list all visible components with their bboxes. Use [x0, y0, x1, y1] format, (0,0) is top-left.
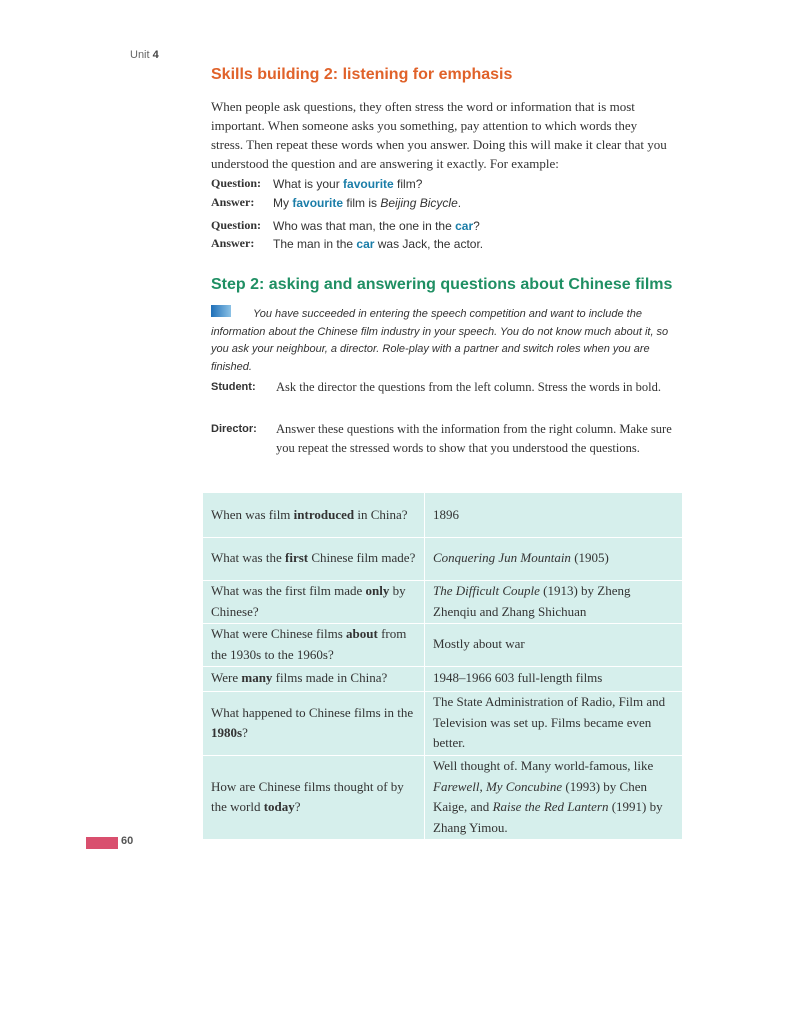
question-text: Who was that man, the one in the car? — [273, 219, 480, 233]
unit-number: 4 — [152, 49, 159, 61]
skills-paragraph: When people ask questions, they often stress the word or information that is most important. When someone asks you something, pay attention to which words they stress. Then repeat these words when you answer. Doing this will make it clear that you understood the question and are answering it exactly. For example: — [211, 99, 667, 171]
answer-cell: Conquering Jun Mountain (1905) — [425, 537, 683, 580]
answer-cell: 1896 — [425, 493, 683, 537]
director-label: Director: — [211, 423, 257, 435]
table-row — [203, 691, 682, 755]
unit-text: Unit — [130, 49, 150, 61]
answer-text: My favourite film is Beijing Bicycle. — [273, 196, 462, 210]
unit-label — [130, 49, 159, 61]
answer-cell: The Difficult Couple (1913) by Zheng Zhenqiu and Zhang Shichuan — [425, 580, 683, 623]
answer-cell: The State Administration of Radio, Film and Television was set up. Films became even better. — [425, 691, 683, 755]
answer-cell: Mostly about war — [425, 623, 683, 666]
film-facts-table — [203, 493, 682, 840]
question-label: Question: — [211, 176, 262, 190]
question-label: Question: — [211, 218, 262, 232]
student-instructions: Ask the director the questions from the left column. Stress the words in bold. — [276, 380, 662, 394]
student-label: Student: — [211, 381, 256, 393]
task-instructions: You have succeeded in entering the speech competition and want to include the information about the Chinese film industry in your speech. You do not know much about it, so you ask your neighbour, a director. Role-play with a partner and switch roles when you are finished. — [211, 308, 669, 373]
table-row — [203, 580, 682, 623]
question-cell: How are Chinese films thought of by the world today? — [203, 755, 425, 839]
answer-label: Answer: — [211, 236, 255, 250]
question-cell: Were many films made in China? — [203, 666, 425, 691]
answer-text: The man in the car was Jack, the actor. — [273, 237, 484, 251]
table-row — [203, 666, 682, 691]
answer-cell: Well thought of. Many world-famous, like Farewell, My Concubine (1993) by Chen Kaige, and Raise the Red Lantern (1991) by Zhang Yimou. — [425, 755, 683, 839]
page-number: 60 — [121, 835, 134, 847]
skills-heading: Skills building 2: listening for emphasis — [211, 66, 513, 83]
question-cell: When was film introduced in China? — [203, 493, 425, 537]
director-instructions: Answer these questions with the information from the right column. Make sure you repeat the stressed words to show that you understood the questions. — [276, 422, 672, 455]
question-cell: What was the first film made only by Chinese? — [203, 580, 425, 623]
table-row — [203, 755, 682, 839]
step-heading: Step 2: asking and answering questions about Chinese films — [211, 276, 673, 293]
table-row — [203, 623, 682, 666]
question-cell: What was the first Chinese film made? — [203, 537, 425, 580]
answer-cell: 1948–1966 603 full-length films — [425, 666, 683, 691]
answer-label: Answer: — [211, 195, 255, 209]
table-row — [203, 493, 682, 537]
question-text: What is your favourite film? — [273, 177, 423, 191]
table-row — [203, 537, 682, 580]
question-cell: What were Chinese films about from the 1930s to the 1960s? — [203, 623, 425, 666]
question-cell: What happened to Chinese films in the 1980s? — [203, 691, 425, 755]
page-color-bar — [86, 837, 118, 849]
